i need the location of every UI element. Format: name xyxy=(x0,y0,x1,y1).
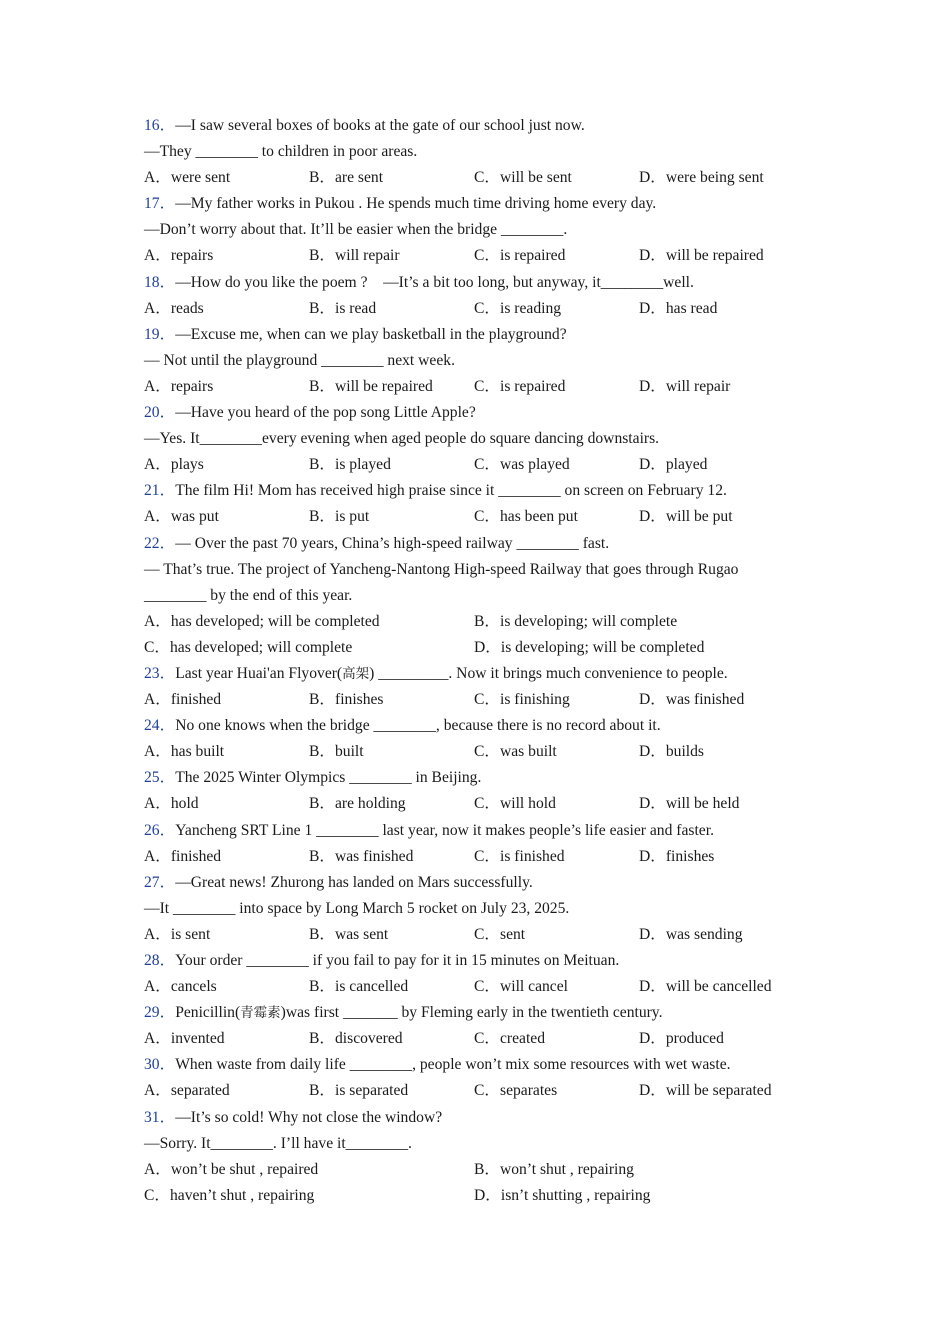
option-d[interactable]: D．will be separated xyxy=(639,1082,772,1100)
options-row xyxy=(144,452,804,478)
question-text: — Over the past 70 years, China’s high-speed railway ________ fast. xyxy=(175,534,610,552)
option-a[interactable]: A．has built xyxy=(144,743,225,761)
question-text: —Excuse me, when can we play basketball in the playground? xyxy=(175,325,567,343)
question-19 xyxy=(144,322,804,348)
option-a[interactable]: A．repairs xyxy=(144,247,214,265)
option-d[interactable]: D．builds xyxy=(639,743,704,761)
question-text: Penicillin( xyxy=(175,1004,241,1022)
options-row xyxy=(144,635,804,661)
option-c[interactable]: C．will cancel xyxy=(474,978,568,996)
question-number: 17． xyxy=(144,195,176,213)
option-d[interactable]: D．will repair xyxy=(639,377,731,395)
options-row xyxy=(144,1183,804,1209)
option-a[interactable]: A．hold xyxy=(144,795,199,813)
option-a[interactable]: A．has developed; will be completed xyxy=(144,612,380,630)
question-text: Last year Huai'an Flyover( xyxy=(175,664,343,682)
question-number: 21． xyxy=(144,482,176,500)
options-row xyxy=(144,687,804,713)
question-text-line: — That’s true. The project of Yancheng-Nantong High-speed Railway that goes through Rugao xyxy=(144,560,739,578)
question-text-line: —It ________ into space by Long March 5 rocket on July 23, 2025. xyxy=(144,899,570,917)
question-number: 22． xyxy=(144,534,176,552)
question-text-line: —Yes. It________every evening when aged people do square dancing downstairs. xyxy=(144,430,660,448)
question-number: 25． xyxy=(144,769,176,787)
options-row xyxy=(144,296,804,322)
question-text: )was first _______ by Fleming early in the twentieth century. xyxy=(280,1004,663,1022)
option-d[interactable]: D．will be cancelled xyxy=(639,978,772,996)
option-c[interactable]: C．sent xyxy=(474,925,526,943)
question-number: 16． xyxy=(144,117,176,134)
option-a[interactable]: A．is sent xyxy=(144,925,211,943)
question-28 xyxy=(144,948,804,974)
option-b[interactable]: B．discovered xyxy=(309,1030,403,1048)
option-d[interactable]: D．has read xyxy=(639,299,718,317)
option-d[interactable]: D．isn’t shutting , repairing xyxy=(474,1186,651,1204)
option-c[interactable]: C．has developed; will complete xyxy=(144,638,353,656)
option-b[interactable]: B．is developing; will complete xyxy=(474,612,678,630)
option-c[interactable]: C．has been put xyxy=(474,508,578,526)
question-number: 26． xyxy=(144,821,176,839)
option-a[interactable]: A．cancels xyxy=(144,978,217,996)
option-d[interactable]: D．will be held xyxy=(639,795,740,813)
option-d[interactable]: D．will be repaired xyxy=(639,247,764,265)
question-number: 28． xyxy=(144,952,176,969)
options-row xyxy=(144,165,804,191)
option-b[interactable]: B．is cancelled xyxy=(309,978,409,996)
question-number: 18． xyxy=(144,273,176,291)
option-d[interactable]: D．were being sent xyxy=(639,169,764,187)
option-c[interactable]: C．was played xyxy=(474,456,570,474)
question-18 xyxy=(144,270,804,296)
question-text: —Have you heard of the pop song Little Apple? xyxy=(175,404,476,422)
question-list xyxy=(144,113,804,1209)
option-d[interactable]: D．was sending xyxy=(639,925,743,943)
option-b[interactable]: B．is read xyxy=(309,299,377,317)
option-c[interactable]: C．will be sent xyxy=(474,169,572,187)
question-text: The 2025 Winter Olympics ________ in Beijing. xyxy=(175,769,482,787)
question-text: Yancheng SRT Line 1 ________ last year, now it makes people’s life easier and faster. xyxy=(175,821,714,839)
option-c[interactable]: C．haven’t shut , repairing xyxy=(144,1186,315,1204)
question-text: —My father works in Pukou . He spends much time driving home every day. xyxy=(175,195,657,213)
option-b[interactable]: B．finishes xyxy=(309,691,384,709)
options-row xyxy=(144,791,804,817)
question-text: Your order ________ if you fail to pay for it in 15 minutes on Meituan. xyxy=(175,952,620,969)
option-a[interactable]: A．won’t be shut , repaired xyxy=(144,1160,319,1178)
option-b[interactable]: B．is separated xyxy=(309,1082,409,1100)
option-d[interactable]: D．produced xyxy=(639,1030,724,1048)
options-row xyxy=(144,1026,804,1052)
options-row xyxy=(144,609,804,635)
question-21 xyxy=(144,478,804,504)
option-c[interactable]: C．created xyxy=(474,1030,546,1048)
question-text-line: —Don’t worry about that. It’ll be easier when the bridge ________. xyxy=(144,221,568,239)
option-a[interactable]: A．separated xyxy=(144,1082,230,1100)
question-26 xyxy=(144,818,804,844)
options-row xyxy=(144,844,804,870)
option-c[interactable]: C．is repaired xyxy=(474,377,566,395)
option-a[interactable]: A．reads xyxy=(144,299,204,317)
option-c[interactable]: C．was built xyxy=(474,743,557,761)
question-text: —How do you like the poem ? —It’s a bit too long, but anyway, it________well. xyxy=(175,273,694,291)
option-b[interactable]: B．is put xyxy=(309,508,370,526)
question-text: The film Hi! Mom has received high praise since it ________ on screen on February 12. xyxy=(175,482,727,500)
option-d[interactable]: D．played xyxy=(639,456,708,474)
option-b[interactable]: B．will be repaired xyxy=(309,377,433,395)
question-17 xyxy=(144,191,804,217)
question-number: 30． xyxy=(144,1056,176,1074)
question-number: 23． xyxy=(144,664,176,682)
question-20 xyxy=(144,400,804,426)
question-text: —I saw several boxes of books at the gate of our school just now. xyxy=(175,117,585,134)
question-text-line: —They ________ to children in poor areas. xyxy=(144,143,418,161)
question-number: 31． xyxy=(144,1108,176,1126)
option-b[interactable]: B．is played xyxy=(309,456,391,474)
question-text: No one knows when the bridge ________, because there is no record about it. xyxy=(175,717,661,735)
option-a[interactable]: A．finished xyxy=(144,847,222,865)
option-c[interactable]: C．is finishing xyxy=(474,691,570,709)
option-b[interactable]: B．was sent xyxy=(309,925,389,943)
question-16 xyxy=(144,113,804,139)
option-d[interactable]: D．is developing; will be completed xyxy=(474,638,705,656)
options-row xyxy=(144,1078,804,1104)
option-a[interactable]: A．repairs xyxy=(144,377,214,395)
question-text-line: — Not until the playground ________ next week. xyxy=(144,351,455,369)
option-b[interactable]: B．built xyxy=(309,743,364,761)
question-23 xyxy=(144,661,804,687)
chinese-gloss: 青霉素 xyxy=(240,1005,281,1022)
option-a[interactable]: A．were sent xyxy=(144,169,231,187)
question-text: —Great news! Zhurong has landed on Mars successfully. xyxy=(175,873,533,891)
question-text-line: ________ by the end of this year. xyxy=(144,586,353,604)
question-number: 27． xyxy=(144,873,176,891)
question-number: 24． xyxy=(144,717,176,735)
option-d[interactable]: D．will be put xyxy=(639,508,733,526)
option-c[interactable]: C．is finished xyxy=(474,847,565,865)
option-a[interactable]: A．plays xyxy=(144,456,204,474)
question-text: When waste from daily life ________, people won’t mix some resources with wet waste. xyxy=(175,1056,731,1074)
chinese-gloss: 高架 xyxy=(342,665,370,682)
option-c[interactable]: C．separates xyxy=(474,1082,558,1100)
options-row xyxy=(144,374,804,400)
question-number: 19． xyxy=(144,325,176,343)
option-b[interactable]: B．was finished xyxy=(309,847,414,865)
options-row xyxy=(144,504,804,530)
option-a[interactable]: A．was put xyxy=(144,508,219,526)
question-29 xyxy=(144,1000,804,1026)
question-number: 20． xyxy=(144,404,176,422)
question-number: 29． xyxy=(144,1004,176,1022)
option-b[interactable]: B．won’t shut , repairing xyxy=(474,1160,634,1178)
options-row xyxy=(144,1157,804,1183)
option-a[interactable]: A．finished xyxy=(144,691,222,709)
question-text: —It’s so cold! Why not close the window? xyxy=(175,1108,443,1126)
option-c[interactable]: C．is reading xyxy=(474,299,562,317)
option-d[interactable]: D．was finished xyxy=(639,691,745,709)
question-30 xyxy=(144,1052,804,1078)
option-b[interactable]: B．are holding xyxy=(309,795,406,813)
question-24 xyxy=(144,713,804,739)
options-row xyxy=(144,922,804,948)
option-b[interactable]: B．will repair xyxy=(309,247,400,265)
option-a[interactable]: A．invented xyxy=(144,1030,225,1048)
question-text-line: —Sorry. It________. I’ll have it________. xyxy=(144,1134,412,1152)
option-c[interactable]: C．is repaired xyxy=(474,247,566,265)
question-text: ) _________. Now it brings much convenience to people. xyxy=(369,664,728,682)
option-d[interactable]: D．finishes xyxy=(639,847,715,865)
question-25 xyxy=(144,765,804,791)
options-row xyxy=(144,739,804,765)
options-row xyxy=(144,974,804,1000)
question-27 xyxy=(144,870,804,896)
options-row xyxy=(144,243,804,269)
option-b[interactable]: B．are sent xyxy=(309,169,384,187)
option-c[interactable]: C．will hold xyxy=(474,795,556,813)
question-31 xyxy=(144,1105,804,1131)
question-22 xyxy=(144,531,804,557)
